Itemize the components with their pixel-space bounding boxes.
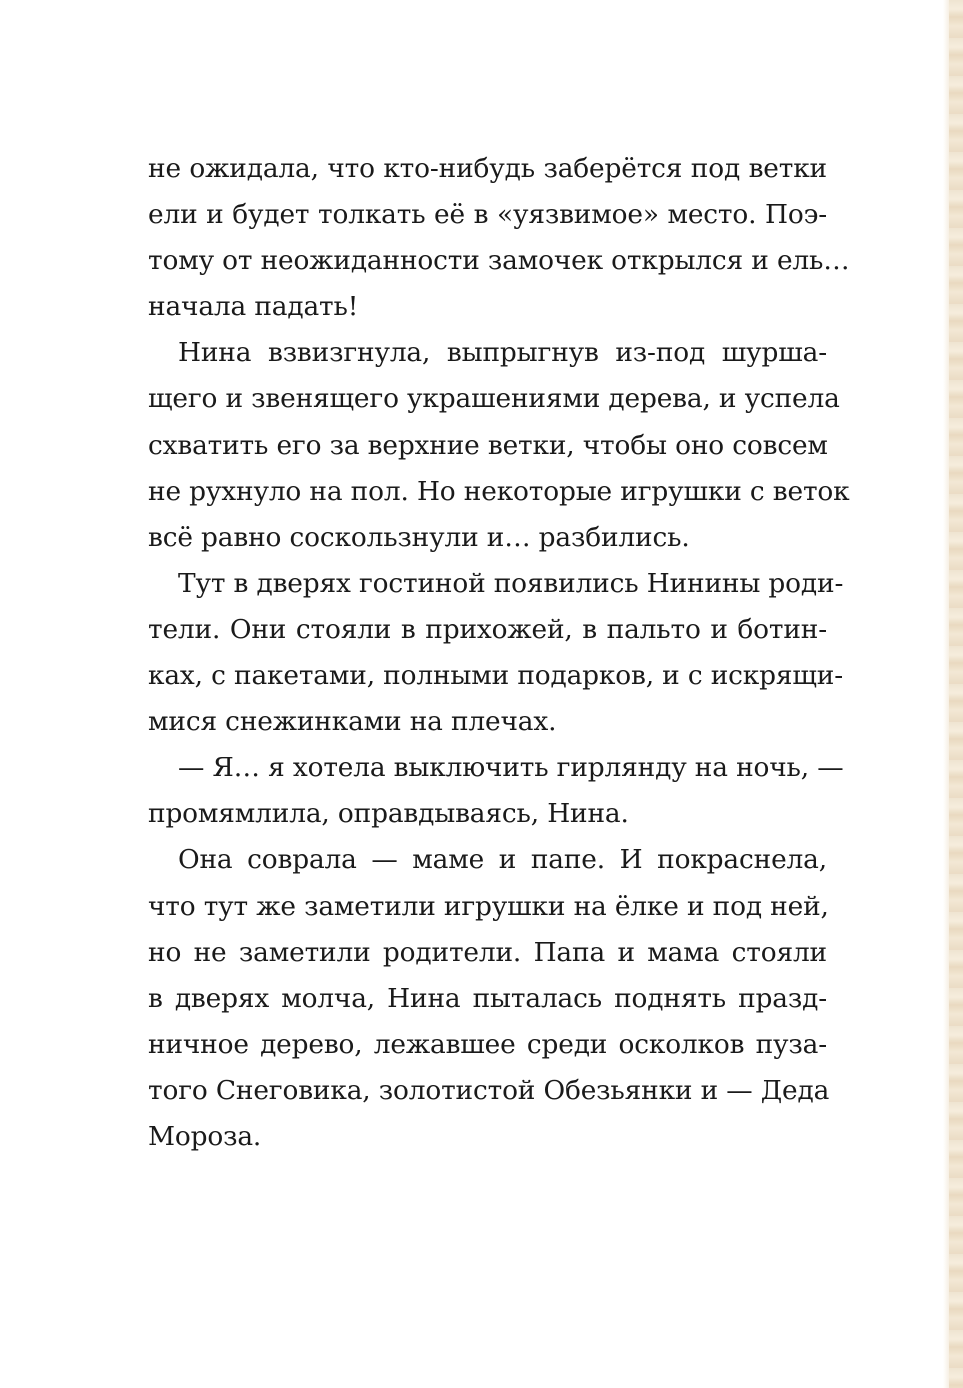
text-line: промямлила, оправдываясь, Нина. — [148, 798, 629, 830]
body-text — [148, 146, 850, 1160]
text-line: схватить его за верхние ветки, чтобы оно совсем — [148, 429, 828, 461]
text-line: всё равно соскользнули и… разбились. — [148, 521, 690, 553]
text-line: не ожидала, что кто-нибудь заберётся под ветки — [148, 153, 827, 184]
text-line: что тут же заметили игрушки на ёлке и под ней, — [148, 890, 829, 922]
text-line: не рухнуло на пол. Но некоторые игрушки с веток — [148, 475, 850, 507]
text-line: Нина взвизгнула, выпрыгнув из-под шурша- — [178, 337, 827, 369]
paragraph-2 — [148, 330, 850, 560]
text-line: щего и звенящего украшениями дерева, и успела — [148, 383, 840, 415]
paragraph-3 — [148, 561, 844, 745]
text-line: но не заметили родители. Папа и мама стояли — [148, 936, 827, 968]
text-line: в дверях молча, Нина пыталась поднять празд- — [148, 982, 827, 1014]
text-line: Она соврала — маме и папе. И покраснела, — [178, 844, 827, 876]
paragraph-5 — [148, 837, 830, 1160]
paragraph-1 — [148, 146, 850, 330]
text-line: тели. Они стояли в прихожей, в пальто и ботин- — [148, 613, 827, 645]
text-line: Мороза. — [148, 1120, 262, 1152]
text-line: мися снежинками на плечах. — [148, 706, 557, 738]
page-edge-texture — [949, 0, 963, 1388]
text-line: начала падать! — [148, 291, 359, 323]
text-line: ках, с пакетами, полными подарков, и с искрящи- — [148, 660, 843, 692]
text-line: — Я… я хотела выключить гирлянду на ночь, — — [178, 752, 844, 784]
text-line: ели и будет толкать её в «уязвимое» место. Поэ- — [148, 199, 827, 231]
text-line: ничное дерево, лежавшее среди осколков пуза- — [148, 1028, 827, 1060]
paragraph-4 — [148, 745, 844, 837]
text-line: того Снеговика, золотистой Обезьянки и — Деда — [148, 1074, 830, 1106]
text-line: тому от неожиданности замочек открылся и ель… — [148, 245, 850, 277]
text-line: Тут в дверях гостиной появились Нинины роди- — [178, 567, 844, 599]
